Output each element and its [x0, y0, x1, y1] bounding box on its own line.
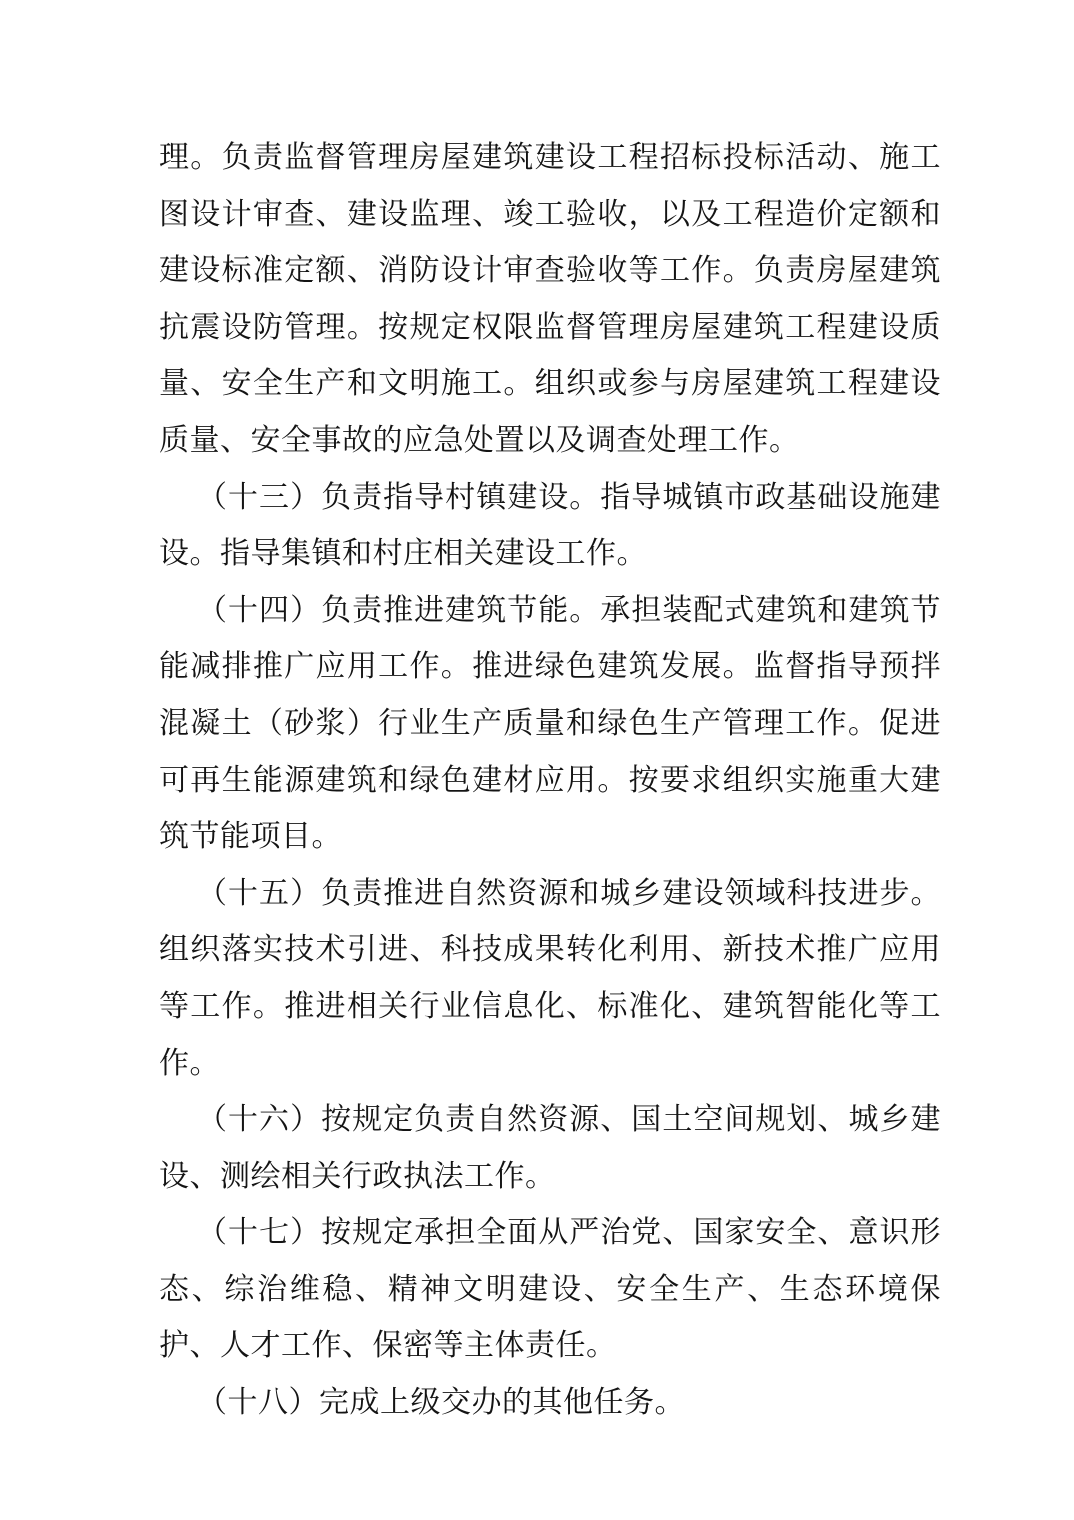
document-text-block	[159, 130, 941, 1432]
paragraph-item-13: （十三）负责指导村镇建设。指导城镇市政基础设施建设。指导集镇和村庄相关建设工作。	[159, 480, 941, 571]
paragraph-item-14: （十四）负责推进建筑节能。承担装配式建筑和建筑节能减排推广应用工作。推进绿色建筑发展。监督指导预拌混凝土（砂浆）行业生产质量和绿色生产管理工作。促进可再生能源建筑和绿色建材应用。按要求组织实施重大建筑节能项目。	[159, 593, 941, 854]
paragraph-item-16: （十六）按规定负责自然资源、国土空间规划、城乡建设、测绘相关行政执法工作。	[159, 1103, 941, 1193]
paragraph-item-15: （十五）负责推进自然资源和城乡建设领域科技进步。组织落实技术引进、科技成果转化利用、新技术推广应用等工作。推进相关行业信息化、标准化、建筑智能化等工作。	[159, 876, 941, 1080]
paragraph-item-17: （十七）按规定承担全面从严治党、国家安全、意识形态、综治维稳、精神文明建设、安全生产、生态环境保护、人才工作、保密等主体责任。	[159, 1216, 941, 1363]
paragraph-continued: 理。负责监督管理房屋建筑建设工程招标投标活动、施工图设计审查、建设监理、竣工验收，以及工程造价定额和建设标准定额、消防设计审查验收等工作。负责房屋建筑抗震设防管理。按规定权限监督管理房屋建筑工程建设质量、安全生产和文明施工。组织或参与房屋建筑工程建设质量、安全事故的应急处置以及调查处理工作。	[159, 141, 941, 457]
paragraph-item-18: （十八）完成上级交办的其他任务。	[197, 1386, 685, 1420]
